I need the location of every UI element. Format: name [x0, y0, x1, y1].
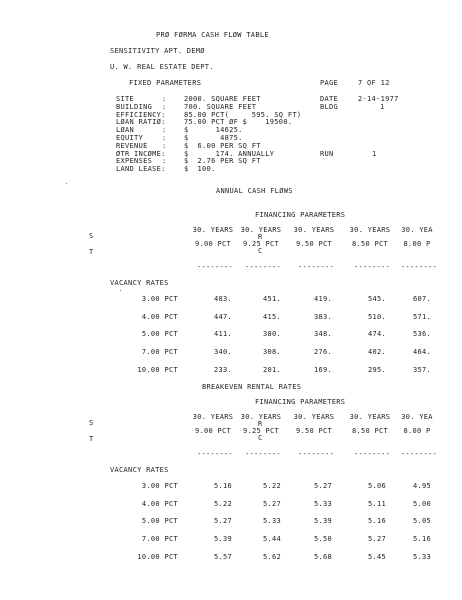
cash-flow-value: 571.	[412, 313, 431, 321]
param-value: 85.00 PCT( 595. SQ FT)	[184, 111, 302, 119]
cash-flow-value: 536.	[412, 330, 431, 338]
param-label: LØAN RATIØ:	[116, 118, 166, 126]
vacancy-rate-label: 3.00 PCT	[141, 295, 178, 303]
term-years-header: 30. YEARS	[192, 226, 234, 234]
param-value: $ 6.00 PER SQ FT	[184, 142, 261, 150]
breakeven-rate-value: 5.16	[367, 517, 386, 525]
margin-letter: T	[89, 435, 94, 443]
term-years-header: 30. YEARS	[240, 226, 282, 234]
cash-flow-value: 380.	[262, 330, 281, 338]
param-separator: :	[162, 134, 167, 142]
interest-rate-header: 9.25 PCT	[242, 240, 280, 248]
term-years-header: 30. YEARS	[349, 413, 391, 421]
breakeven-rate-value: 5.39	[213, 535, 232, 543]
param-value: $ 174. ANNUALLY	[184, 150, 275, 158]
run-label: RUN	[320, 150, 334, 158]
param-separator: :	[162, 126, 167, 134]
param-value: $ 2.76 PER SQ FT	[184, 157, 261, 165]
breakeven-rate-value: 5.27	[313, 482, 332, 490]
vacancy-rates-heading: VACANCY RATES	[110, 279, 169, 287]
department-line: U. W. REAL ESTATE DEPT.	[110, 63, 214, 71]
page-label: PAGE	[320, 79, 339, 87]
vacancy-rate-label: 7.00 PCT	[141, 348, 178, 356]
breakeven-rate-value: 5.57	[213, 553, 232, 561]
interest-rate-header: 9.00 PCT	[194, 240, 232, 248]
cash-flow-value: 308.	[262, 348, 281, 356]
param-separator: :	[162, 157, 167, 165]
cash-flow-value: 233.	[213, 366, 232, 374]
breakeven-rate-value: 5.00	[412, 500, 431, 508]
param-separator: :	[162, 95, 167, 103]
mid-letter: R	[258, 233, 263, 241]
param-label: ØTR INCØME:	[116, 150, 166, 158]
cash-flow-value: 545.	[367, 295, 386, 303]
cash-flow-value: 340.	[213, 348, 232, 356]
param-value: 75.00 PCT ØF $ 19500.	[184, 118, 293, 126]
param-value: $ 4875.	[184, 134, 243, 142]
param-value: 700. SQUARE FEET	[184, 103, 257, 111]
breakeven-rate-value: 5.22	[262, 482, 281, 490]
vacancy-rate-label: 3.00 PCT	[141, 482, 178, 490]
interest-rate-header: 9.00 PCT	[194, 427, 232, 435]
breakeven-rate-value: 5.05	[412, 517, 431, 525]
column-underline: --------	[297, 450, 335, 458]
annual-cash-flows-heading: ANNUAL CASH FLØWS	[216, 187, 293, 195]
cash-flow-value: 402.	[367, 348, 386, 356]
param-label: LØAN	[116, 126, 135, 134]
param-label: REVENUE	[116, 142, 148, 150]
column-underline: --------	[353, 450, 391, 458]
term-years-header: 30. YEARS	[349, 226, 391, 234]
term-years-header: 30. YEARS	[293, 413, 335, 421]
column-underline: --------	[400, 450, 438, 458]
breakeven-rate-value: 5.33	[412, 553, 431, 561]
cash-flow-value: 276.	[313, 348, 332, 356]
breakeven-rate-value: 5.27	[213, 517, 232, 525]
cash-flow-value: 201.	[262, 366, 281, 374]
param-separator: :	[162, 103, 167, 111]
param-separator: :	[162, 142, 167, 150]
vacancy-rate-label: 5.00 PCT	[141, 330, 178, 338]
cash-flow-value: 383.	[313, 313, 332, 321]
cash-flow-value: 474.	[367, 330, 386, 338]
cash-flow-value: 357.	[412, 366, 431, 374]
date-value: 2-14-1977	[358, 95, 399, 103]
cash-flow-value: 411.	[213, 330, 232, 338]
report-subtitle: SENSITIVITY APT. DEMØ	[110, 47, 205, 55]
cash-flow-value: 607.	[412, 295, 431, 303]
breakeven-rate-value: 5.16	[412, 535, 431, 543]
interest-rate-header: 9.25 PCT	[242, 427, 280, 435]
vacancy-rate-label: 4.00 PCT	[141, 500, 178, 508]
term-years-header: 30. YEARS	[192, 413, 234, 421]
param-value: $ 14625.	[184, 126, 243, 134]
column-underline: --------	[353, 263, 391, 271]
run-value: 1	[372, 150, 377, 158]
breakeven-rate-value: 5.16	[213, 482, 232, 490]
term-years-header: 30. YEA	[401, 413, 433, 421]
interest-rate-header: 8.50 PCT	[351, 240, 389, 248]
param-label: EQUITY	[116, 134, 144, 142]
financing-parameters-heading: FINANCING PARAMETERS	[255, 398, 346, 406]
interest-rate-header: 9.50 PCT	[295, 240, 333, 248]
column-underline: --------	[244, 263, 282, 271]
cash-flow-value: 447.	[213, 313, 232, 321]
param-label: SITE	[116, 95, 135, 103]
cash-flow-value: 464.	[412, 348, 431, 356]
term-years-header: 30. YEA	[401, 226, 433, 234]
interest-rate-header: 8.00 P	[403, 240, 431, 248]
column-underline: --------	[196, 450, 234, 458]
column-underline: --------	[244, 450, 282, 458]
cash-flow-value: 510.	[367, 313, 386, 321]
cash-flow-value: 348.	[313, 330, 332, 338]
financing-parameters-heading: FINANCING PARAMETERS	[255, 211, 346, 219]
column-underline: --------	[297, 263, 335, 271]
margin-letter: T	[89, 248, 94, 256]
breakeven-rate-value: 5.33	[262, 517, 281, 525]
term-years-header: 30. YEARS	[240, 413, 282, 421]
column-underline: --------	[196, 263, 234, 271]
cash-flow-value: 415.	[262, 313, 281, 321]
vacancy-rate-label: 5.00 PCT	[141, 517, 178, 525]
margin-letter: S	[89, 419, 94, 427]
breakeven-rate-value: 5.68	[313, 553, 332, 561]
vacancy-rates-heading: VACANCY RATES	[110, 466, 169, 474]
report-title: PRØ FØRMA CASH FLØW TABLE	[156, 31, 269, 39]
breakeven-rate-value: 5.44	[262, 535, 281, 543]
param-label: BUILDING	[116, 103, 153, 111]
breakeven-rate-value: 5.22	[213, 500, 232, 508]
bldg-label: BLDG	[320, 103, 339, 111]
interest-rate-header: 9.50 PCT	[295, 427, 333, 435]
term-years-header: 30. YEARS	[293, 226, 335, 234]
breakeven-rate-value: 5.62	[262, 553, 281, 561]
page-value: 7 OF 12	[358, 79, 390, 87]
cash-flow-value: 169.	[313, 366, 332, 374]
margin-letter: S	[89, 232, 94, 240]
param-value: $ 100.	[184, 165, 216, 173]
cash-flow-value: 295.	[367, 366, 386, 374]
breakeven-rates-heading: BREAKEVEN RENTAL RATES	[202, 383, 302, 391]
breakeven-rate-value: 5.50	[313, 535, 332, 543]
breakeven-rate-value: 5.45	[367, 553, 386, 561]
mid-letter: R	[258, 420, 263, 428]
breakeven-rate-value: 5.06	[367, 482, 386, 490]
param-value: 2000. SQUARE FEET	[184, 95, 261, 103]
column-underline: --------	[400, 263, 438, 271]
vacancy-rate-label: 10.00 PCT	[137, 366, 178, 374]
mid-letter: C	[258, 247, 263, 255]
param-label: EXPENSES	[116, 157, 153, 165]
date-label: DATE	[320, 95, 339, 103]
interest-rate-header: 8.50 PCT	[351, 427, 389, 435]
breakeven-rate-value: 5.11	[367, 500, 386, 508]
breakeven-rate-value: 5.39	[313, 517, 332, 525]
breakeven-rate-value: 5.27	[367, 535, 386, 543]
bldg-value: 1	[380, 103, 385, 111]
vacancy-rate-label: 4.00 PCT	[141, 313, 178, 321]
param-label: LAND LEASE:	[116, 165, 166, 173]
breakeven-rate-value: 5.33	[313, 500, 332, 508]
mid-letter: C	[258, 434, 263, 442]
vacancy-rate-label: 7.00 PCT	[141, 535, 178, 543]
fixed-parameters-heading: FIXED PARAMETERS	[129, 79, 202, 87]
param-label: EFFICIENCY:	[116, 111, 166, 119]
cash-flow-value: 451.	[262, 295, 281, 303]
breakeven-rate-value: 5.27	[262, 500, 281, 508]
cash-flow-value: 419.	[313, 295, 332, 303]
interest-rate-header: 8.00 P	[403, 427, 431, 435]
vacancy-rate-label: 10.00 PCT	[137, 553, 178, 561]
cash-flow-value: 483.	[213, 295, 232, 303]
breakeven-rate-value: 4.95	[412, 482, 431, 490]
